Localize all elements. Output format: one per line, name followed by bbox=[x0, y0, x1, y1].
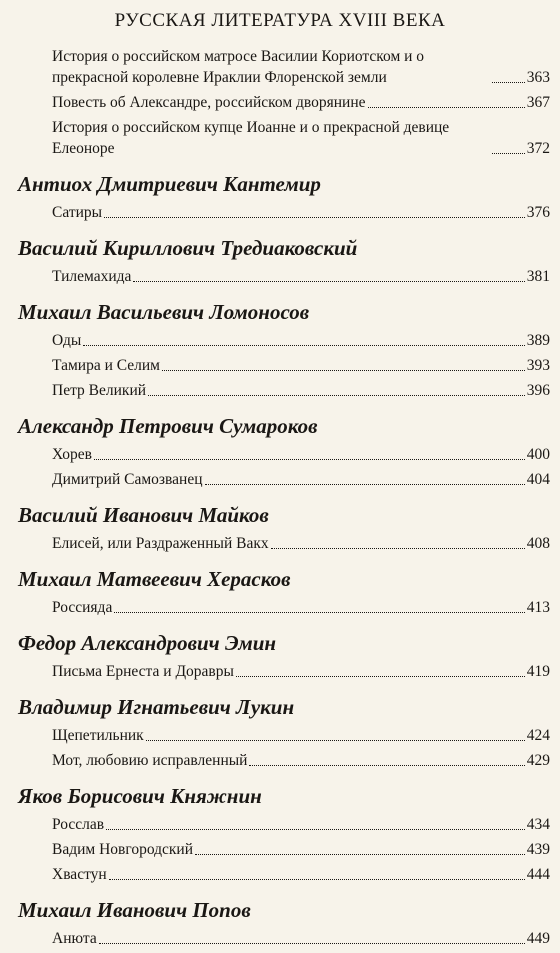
entry-page: 389 bbox=[526, 332, 550, 349]
section bbox=[18, 567, 550, 622]
dot-leader bbox=[236, 676, 525, 677]
toc-entry[interactable] bbox=[52, 266, 550, 291]
author-heading[interactable]: Михаил Иванович Попов bbox=[18, 898, 251, 922]
toc-entry[interactable] bbox=[52, 725, 550, 750]
section bbox=[18, 631, 550, 686]
author-heading[interactable]: Антиох Дмитриевич Кантемир bbox=[18, 172, 321, 196]
section bbox=[18, 898, 550, 953]
toc-entry[interactable] bbox=[52, 355, 550, 380]
entry-title: Анюта bbox=[52, 930, 97, 947]
toc-entry[interactable] bbox=[52, 864, 550, 889]
entry-page: 396 bbox=[526, 382, 550, 399]
author-heading[interactable]: Михаил Матвеевич Херасков bbox=[18, 567, 291, 591]
dot-leader bbox=[249, 765, 524, 766]
toc-entry[interactable] bbox=[52, 814, 550, 839]
dot-leader bbox=[94, 459, 525, 460]
entry-page: 439 bbox=[526, 841, 550, 858]
entry-page: 376 bbox=[526, 204, 550, 221]
entry-page: 372 bbox=[526, 140, 550, 157]
entry-page: 393 bbox=[526, 357, 550, 374]
continued-entries bbox=[18, 46, 550, 163]
section bbox=[18, 236, 550, 291]
section bbox=[18, 300, 550, 405]
entry-title: Оды bbox=[52, 332, 82, 349]
entry-title: Мот, любовию исправленный bbox=[52, 752, 248, 769]
toc-entry[interactable] bbox=[52, 46, 550, 92]
toc-entry[interactable] bbox=[52, 117, 550, 163]
entry-title: Елисей, или Раздраженный Вакх bbox=[52, 535, 269, 552]
entry-title: Сатиры bbox=[52, 204, 103, 221]
entry-title: Росслав bbox=[52, 816, 105, 833]
author-heading[interactable]: Яков Борисович Княжнин bbox=[18, 784, 262, 808]
toc-entry[interactable] bbox=[52, 202, 550, 227]
dot-leader bbox=[99, 943, 525, 944]
author-heading[interactable]: Федор Александрович Эмин bbox=[18, 631, 277, 655]
section bbox=[18, 695, 550, 775]
entry-page: 434 bbox=[526, 816, 550, 833]
toc-entry[interactable] bbox=[52, 330, 550, 355]
toc-entry[interactable] bbox=[52, 839, 550, 864]
dot-leader bbox=[195, 854, 525, 855]
entry-title: Димитрий Самозванец bbox=[52, 471, 203, 488]
dot-leader bbox=[109, 879, 525, 880]
toc-entry[interactable] bbox=[52, 533, 550, 558]
author-heading[interactable]: Василий Иванович Майков bbox=[18, 503, 269, 527]
section bbox=[18, 414, 550, 494]
entry-title: Вадим Новгородский bbox=[52, 841, 194, 858]
dot-leader bbox=[368, 107, 525, 108]
toc-entry[interactable] bbox=[52, 444, 550, 469]
dot-leader bbox=[162, 370, 525, 371]
entry-title: Петр Великий bbox=[52, 382, 147, 399]
entry-title: Письма Ернеста и Доравры bbox=[52, 663, 234, 680]
entry-page: 363 bbox=[526, 69, 550, 86]
dot-leader bbox=[106, 829, 525, 830]
toc-entry[interactable] bbox=[52, 750, 550, 775]
entry-title: История о российском матросе Василии Кориотском и о прекрасной королевне Ираклии Флоренской земли bbox=[52, 48, 425, 86]
entry-page: 444 bbox=[526, 866, 550, 883]
entry-page: 404 bbox=[526, 471, 550, 488]
entry-page: 408 bbox=[526, 535, 550, 552]
entry-title: Россияда bbox=[52, 599, 113, 616]
toc-entry[interactable] bbox=[52, 597, 550, 622]
entry-page: 400 bbox=[526, 446, 550, 463]
table-of-contents bbox=[18, 42, 550, 953]
dot-leader bbox=[83, 345, 524, 346]
entry-title: Тилемахида bbox=[52, 268, 132, 285]
entry-page: 381 bbox=[526, 268, 550, 285]
toc-entry[interactable] bbox=[52, 92, 550, 117]
author-heading[interactable]: Василий Кириллович Тредиаковский bbox=[18, 236, 358, 260]
dot-leader bbox=[271, 548, 525, 549]
entry-page: 429 bbox=[526, 752, 550, 769]
author-heading[interactable]: Владимир Игнатьевич Лукин bbox=[18, 695, 295, 719]
author-heading[interactable]: Александр Петрович Сумароков bbox=[18, 414, 318, 438]
dot-leader bbox=[492, 153, 525, 154]
entry-title: Щепетильник bbox=[52, 727, 144, 744]
section bbox=[18, 503, 550, 558]
toc-entry[interactable] bbox=[52, 469, 550, 494]
entry-title: Тамира и Селим bbox=[52, 357, 160, 374]
entry-title: Хвастун bbox=[52, 866, 107, 883]
section bbox=[18, 784, 550, 889]
toc-entry[interactable] bbox=[52, 380, 550, 405]
running-head: РУССКАЯ ЛИТЕРАТУРА XVIII ВЕКА bbox=[114, 10, 446, 31]
dot-leader bbox=[205, 484, 525, 485]
entry-page: 367 bbox=[526, 94, 550, 111]
entry-page: 419 bbox=[526, 663, 550, 680]
toc-entry[interactable] bbox=[52, 661, 550, 686]
dot-leader bbox=[146, 740, 525, 741]
entry-title: История о российском купце Иоанне и о прекрасной девице Елеоноре bbox=[52, 119, 450, 157]
toc-entry[interactable] bbox=[52, 928, 550, 953]
dot-leader bbox=[104, 217, 525, 218]
entry-page: 424 bbox=[526, 727, 550, 744]
entry-title: Повесть об Александре, российском дворянине bbox=[52, 94, 366, 111]
entry-title: Хорев bbox=[52, 446, 92, 463]
dot-leader bbox=[148, 395, 525, 396]
dot-leader bbox=[492, 82, 525, 83]
section bbox=[18, 172, 550, 227]
entry-page: 449 bbox=[526, 930, 550, 947]
dot-leader bbox=[133, 281, 524, 282]
author-heading[interactable]: Михаил Васильевич Ломоносов bbox=[18, 300, 310, 324]
entry-page: 413 bbox=[526, 599, 550, 616]
dot-leader bbox=[114, 612, 524, 613]
